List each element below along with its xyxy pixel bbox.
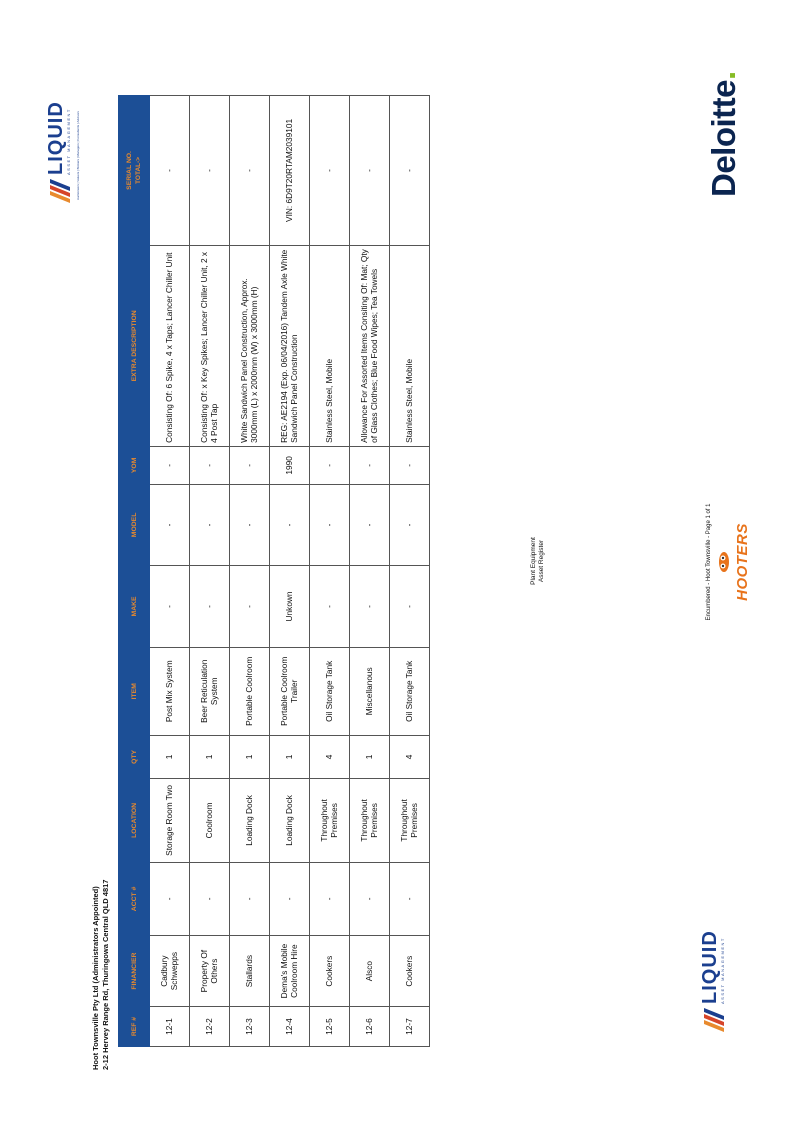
cell-description: REG: AE2194 (Exp. 06/04/2016) Tandem Axle White Sandwich Panel Construction <box>270 245 310 446</box>
liquid-logo-word: LIQUID <box>699 930 721 1004</box>
cell-item: Post Mix System <box>150 647 190 735</box>
cell-make: - <box>230 566 270 648</box>
cell-financier: Cookers <box>390 936 430 1007</box>
col-yom: YOM <box>119 446 150 484</box>
cell-model: - <box>270 484 310 565</box>
col-ref: REF # <box>119 1007 150 1047</box>
liquid-logo-mark-icon <box>46 177 74 205</box>
liquid-logo-sub: ASSET MANAGEMENT <box>66 108 71 175</box>
cell-item: Oil Storage Tank <box>310 647 350 735</box>
col-qty: QTY <box>119 735 150 778</box>
cell-acct: - <box>310 862 350 935</box>
cell-serial: - <box>390 96 430 246</box>
cell-ref: 12-4 <box>270 1007 310 1047</box>
cell-acct: - <box>390 862 430 935</box>
company-address: 2-12 Hervey Range Rd, Thuringowa Central QLD 4817 <box>100 879 110 1070</box>
cell-acct: - <box>150 862 190 935</box>
cell-item: Oil Storage Tank <box>390 647 430 735</box>
cell-description: White Sandwich Panel Construction, Approx. 3000mm (L) x 2000mm (W) x 3000mm (H) <box>230 245 270 446</box>
cell-location: Throughout Premises <box>390 779 430 863</box>
cell-qty: 1 <box>350 735 390 778</box>
liquid-logo-top <box>46 95 76 205</box>
company-name: Hoot Townsville Pty Ltd (Administrators Appointed) <box>91 886 100 1070</box>
cell-make: - <box>190 566 230 648</box>
table-row <box>390 96 430 1047</box>
cell-yom: - <box>350 446 390 484</box>
cell-item: Portable Coolroom <box>230 647 270 735</box>
cell-item: Miscellanous <box>350 647 390 735</box>
cell-serial: - <box>150 96 190 246</box>
cell-financier: Dema's Mobile Coolroom Hire <box>270 936 310 1007</box>
col-serial-label: SERIAL NO. <box>126 151 133 190</box>
asset-register-table <box>118 95 430 1047</box>
cell-financier: Alsco <box>350 936 390 1007</box>
cell-model: - <box>190 484 230 565</box>
cell-qty: 1 <box>190 735 230 778</box>
cell-yom: - <box>190 446 230 484</box>
cell-qty: 4 <box>310 735 350 778</box>
cell-make: Unkown <box>270 566 310 648</box>
col-serial <box>119 96 150 246</box>
company-block <box>91 880 110 1070</box>
total-label: TOTAL-> <box>135 156 142 184</box>
col-location: LOCATION <box>119 779 150 863</box>
liquid-logo-sub: ASSET MANAGEMENT <box>720 937 725 1004</box>
cell-ref: 12-3 <box>230 1007 270 1047</box>
cell-model: - <box>230 484 270 565</box>
liquid-logo-word: LIQUID <box>45 101 67 175</box>
table-row <box>190 96 230 1047</box>
col-acct: ACCT # <box>119 862 150 935</box>
cell-make: - <box>350 566 390 648</box>
cell-serial: - <box>310 96 350 246</box>
cell-serial: - <box>350 96 390 246</box>
cell-yom: - <box>390 446 430 484</box>
col-extra-description: EXTRA DESCRIPTION <box>119 245 150 446</box>
cell-description: Allowance For Assorted Items Consiting Of: Mat; Qty of Glass Clothes; Blue Food Wipes; Tea Towels <box>350 245 390 446</box>
cell-make: - <box>390 566 430 648</box>
cell-model: - <box>390 484 430 565</box>
cell-ref: 12-6 <box>350 1007 390 1047</box>
cell-model: - <box>310 484 350 565</box>
col-make: MAKE <box>119 566 150 648</box>
cell-make: - <box>310 566 350 648</box>
hooters-word: HOOTERS <box>734 523 751 601</box>
cell-financier: Property Of Others <box>190 936 230 1007</box>
document-title <box>530 461 546 661</box>
table-row <box>350 96 390 1047</box>
table-row <box>150 96 190 1047</box>
cell-yom: 1990 <box>270 446 310 484</box>
liquid-tagline: Auctioneers | Valuers | Brokers | Managers | Consultants | Advisors <box>76 111 80 200</box>
table-row <box>230 96 270 1047</box>
deloitte-dot: . <box>705 71 742 80</box>
doc-title-line1: Plant Equipment <box>530 537 537 585</box>
cell-qty: 1 <box>270 735 310 778</box>
cell-make: - <box>150 566 190 648</box>
cell-acct: - <box>230 862 270 935</box>
cell-ref: 12-2 <box>190 1007 230 1047</box>
liquid-logo-mark-icon <box>700 1006 728 1034</box>
cell-location: Loading Dock <box>230 779 270 863</box>
cell-location: Throughout Premises <box>310 779 350 863</box>
cell-ref: 12-1 <box>150 1007 190 1047</box>
cell-location: Throughout Premises <box>350 779 390 863</box>
cell-serial: - <box>230 96 270 246</box>
cell-model: - <box>350 484 390 565</box>
cell-item: Portable Coolroom Trailer <box>270 647 310 735</box>
cell-yom: - <box>150 446 190 484</box>
cell-financier: Cadbury Schwepps <box>150 936 190 1007</box>
owl-icon <box>717 550 729 574</box>
cell-qty: 1 <box>150 735 190 778</box>
cell-description: Consisting Of: 6 Spike, 4 x Taps; Lancer Chiller Unit <box>150 245 190 446</box>
cell-yom: - <box>230 446 270 484</box>
cell-acct: - <box>190 862 230 935</box>
cell-description: Consisting Of: x Key Spikes; Lancer Chiller Unit, 2 x 4 Post Tap <box>190 245 230 446</box>
cell-location: Loading Dock <box>270 779 310 863</box>
page-footer: Encumbered - Hoot Townsville - Page 1 of 1 <box>706 503 712 621</box>
cell-yom: - <box>310 446 350 484</box>
liquid-logo-bottom <box>700 924 730 1034</box>
cell-description: Stainless Steel, Mobile <box>390 245 430 446</box>
cell-item: Beer Reticulation System <box>190 647 230 735</box>
cell-model: - <box>150 484 190 565</box>
cell-financier: Cookers <box>310 936 350 1007</box>
cell-location: Storage Room Two <box>150 779 190 863</box>
deloitte-word: Deloitte <box>705 79 742 197</box>
cell-serial: - <box>190 96 230 246</box>
cell-serial: VIN: 6D9T20RTAM2039101 <box>270 96 310 246</box>
hooters-logo <box>716 522 751 602</box>
col-financier: FINANCIER <box>119 936 150 1007</box>
cell-acct: - <box>270 862 310 935</box>
table-header-row <box>119 96 150 1047</box>
cell-ref: 12-5 <box>310 1007 350 1047</box>
cell-location: Coolroom <box>190 779 230 863</box>
cell-ref: 12-7 <box>390 1007 430 1047</box>
cell-acct: - <box>350 862 390 935</box>
deloitte-logo <box>706 71 742 197</box>
col-model: MODEL <box>119 484 150 565</box>
doc-title-line2: Asset Register <box>538 539 545 583</box>
table-row <box>310 96 350 1047</box>
cell-qty: 4 <box>390 735 430 778</box>
cell-financier: Stallards <box>230 936 270 1007</box>
table-row <box>270 96 310 1047</box>
cell-description: Stainless Steel, Mobile <box>310 245 350 446</box>
col-item: ITEM <box>119 647 150 735</box>
cell-qty: 1 <box>230 735 270 778</box>
